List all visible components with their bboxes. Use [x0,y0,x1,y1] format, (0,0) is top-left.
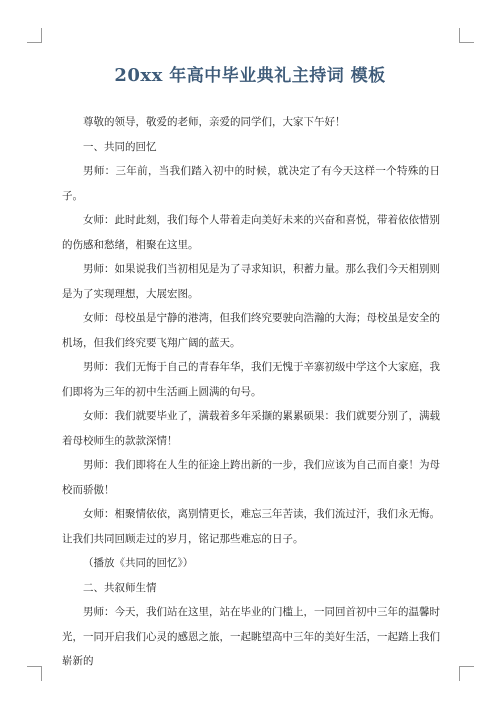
dialogue-paragraph: 男师：我们无悔于自己的青春年华，我们无愧于辛寨初级中学这个大家庭，我们即将为三年的初中生活画上圆满的句号。 [62,361,440,398]
title-text: 年高中毕业典礼主持词 模板 [162,66,386,86]
dialogue-paragraph: 男师：如果说我们当初相见是为了寻求知识，积蓄力量。那么我们今天相别则是为了实现理想，大展宏图。 [62,263,440,300]
greeting-paragraph: 尊敬的领导，敬爱的老师，亲爱的同学们，大家下午好！ [83,116,346,128]
crop-mark-top-left [27,28,42,43]
title-year: 20xx [114,65,163,86]
dialogue-paragraph: 男师：今天，我们站在这里，站在毕业的门槛上，一同回首初中三年的温馨时光，一同开启我们心灵的感恩之旅，一起眺望高中三年的美好生活，一起踏上我们崭新的 [62,606,440,667]
crop-mark-top-right [459,28,474,43]
dialogue-paragraph: 女师：我们就要毕业了，满载着多年采撷的累累硕果：我们就要分别了，满载着母校师生的款款深情！ [62,410,440,447]
crop-mark-bottom-left [27,666,42,681]
dialogue-paragraph: 女师：相聚情依依，离别情更长，难忘三年苦读，我们流过汗，我们永无悔。让我们共同回顾走过的岁月，铭记那些难忘的日子。 [62,508,440,545]
section-heading-1: 一、共同的回忆 [83,140,157,153]
dialogue-paragraph: 男师：三年前，当我们踏入初中的时候，就决定了有今天这样一个特殊的日子。 [62,165,440,202]
document-title [0,61,500,86]
crop-mark-bottom-right [459,666,474,681]
document-body [62,110,440,674]
dialogue-paragraph: 女师：此时此刻，我们每个人带着走向美好未来的兴奋和喜悦，带着依依惜别的伤感和愁绪，相聚在这里。 [62,214,440,251]
dialogue-paragraph: 男师：我们即将在人生的征途上跨出新的一步，我们应该为自己而自豪！为母校而骄傲！ [62,459,440,496]
stage-direction: （播放《共同的回忆》） [83,557,194,569]
dialogue-paragraph: 女师：母校虽是宁静的港湾，但我们终究要驶向浩瀚的大海；母校虽是安全的机场，但我们终究要飞翔广阔的蓝天。 [62,312,440,349]
section-heading-2: 二、共叙师生情 [83,581,157,594]
